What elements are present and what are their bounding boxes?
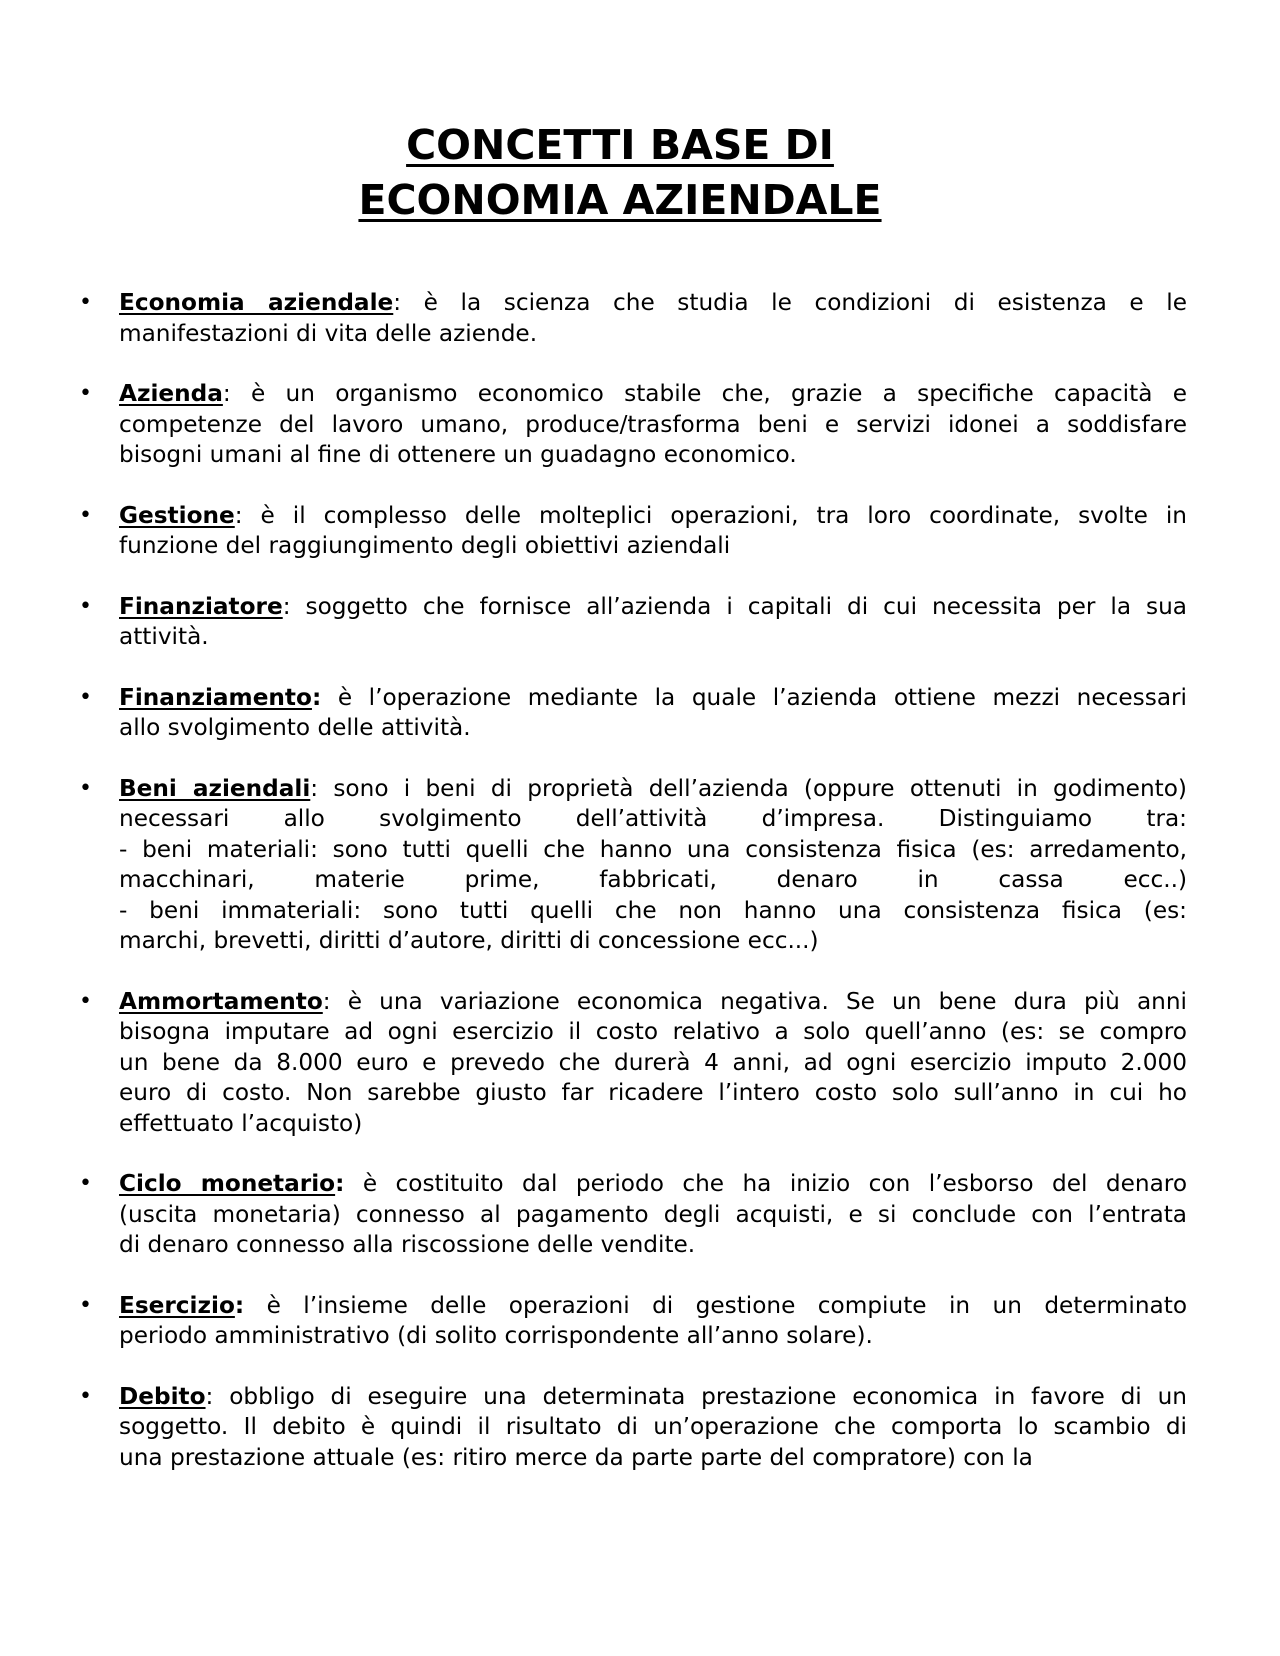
definition-term: Beni aziendali — [119, 774, 311, 802]
term-separator: : — [310, 774, 319, 802]
definition-text: è costituito dal periodo che ha inizio con l’esborso del denaro — [344, 1170, 1188, 1197]
definition-line — [119, 1169, 1187, 1200]
definition-line — [119, 835, 1187, 866]
definition-text: manifestazioni di vita delle aziende. — [119, 319, 538, 347]
definition-text: è l’operazione mediante la quale l’azienda ottiene mezzi necessari — [321, 683, 1187, 711]
definition-term: Ammortamento — [119, 987, 323, 1015]
definition-item — [79, 683, 1187, 744]
definition-line — [119, 379, 1187, 410]
definition-item — [79, 288, 1188, 349]
definition-text: macchinari, materie prime, fabbricati, denaro in cassa ecc..) — [119, 866, 1187, 893]
definition-text: bisogna imputare ad ogni esercizio il costo relativo a solo quell’anno (es: se compro — [119, 1018, 1187, 1045]
definition-line — [119, 1443, 1187, 1474]
definition-text: obbligo di eseguire una determinata prestazione economica in favore di un — [213, 1382, 1187, 1410]
definition-line — [119, 1017, 1187, 1048]
definition-item — [79, 592, 1187, 653]
bullet-icon: • — [79, 381, 92, 406]
definition-term: Esercizio — [119, 1291, 235, 1319]
definition-line — [119, 896, 1187, 927]
definition-text: un bene da 8.000 euro e prevedo che durerà 4 anni, ad ogni esercizio imputo 2.000 — [119, 1048, 1187, 1076]
definition-line — [119, 1412, 1187, 1443]
definition-line — [119, 683, 1187, 714]
definition-item — [79, 774, 1187, 957]
definition-line — [119, 531, 1187, 562]
definition-text: marchi, brevetti, diritti d’autore, diritti di concessione ecc...) — [119, 927, 819, 954]
bullet-icon: • — [79, 290, 92, 315]
definition-item — [79, 501, 1187, 562]
definition-line — [119, 501, 1187, 532]
definition-line — [119, 1230, 1187, 1261]
definition-term: Economia aziendale — [119, 289, 394, 316]
definition-line — [119, 319, 1187, 350]
term-separator: : — [282, 592, 291, 620]
definition-line — [119, 410, 1187, 441]
definition-term: Finanziatore — [119, 592, 283, 620]
definition-line — [119, 1109, 1187, 1140]
term-separator: : — [335, 1170, 345, 1197]
definition-line — [119, 987, 1187, 1018]
definition-text: è una variazione economica negativa. Se un bene dura più anni — [330, 987, 1187, 1015]
definition-line — [119, 1382, 1187, 1413]
page-title — [0, 118, 1240, 228]
bullet-icon: • — [79, 502, 92, 528]
definition-line — [119, 713, 1187, 744]
definition-text: bisogni umani al fine di ottenere un guadagno economico. — [119, 441, 797, 468]
definition-text: attività. — [119, 623, 209, 650]
definition-line — [119, 1078, 1187, 1109]
definition-text: competenze del lavoro umano, produce/trasforma beni e servizi idonei a soddisfare — [119, 410, 1187, 438]
definition-line — [119, 1048, 1187, 1079]
bullet-icon: • — [79, 988, 92, 1014]
definition-text: - beni materiali: sono tutti quelli che hanno una consistenza fisica (es: arredamento, — [119, 835, 1187, 863]
term-separator: : — [322, 987, 331, 1015]
bullet-icon: • — [79, 684, 92, 710]
definition-item — [79, 1169, 1188, 1261]
definition-line — [119, 622, 1187, 653]
term-separator: : — [234, 1291, 245, 1319]
title-line-1: CONCETTI BASE DI — [406, 121, 834, 169]
definition-text: (uscita monetaria) connesso al pagamento degli acquisti, e si conclude con l’entrata — [119, 1200, 1187, 1228]
title-line-2: ECONOMIA AZIENDALE — [358, 176, 882, 224]
definition-text: sono i beni di proprietà dell’azienda (oppure ottenuti in godimento) — [318, 774, 1187, 802]
definition-item — [79, 379, 1187, 471]
definition-line — [119, 1291, 1187, 1322]
definitions-list — [79, 288, 1188, 1503]
definition-text: è la scienza che studia le condizioni di esistenza e le — [401, 289, 1188, 316]
definition-item — [79, 1291, 1187, 1352]
term-separator: : — [222, 380, 231, 407]
bullet-icon: • — [79, 593, 92, 619]
definition-text: effettuato l’acquisto) — [119, 1109, 363, 1137]
definition-text: è il complesso delle molteplici operazioni, tra loro coordinate, svolte in — [242, 501, 1187, 529]
definition-line — [119, 774, 1187, 805]
definition-line — [119, 804, 1187, 835]
definition-text: necessari allo svolgimento dell’attività d’impresa. Distinguiamo tra: — [119, 805, 1187, 832]
definition-line — [119, 926, 1187, 957]
definition-line — [119, 440, 1187, 471]
term-separator: : — [205, 1382, 214, 1410]
definition-text: - beni immateriali: sono tutti quelli che non hanno una consistenza fisica (es: — [119, 896, 1187, 924]
definition-term: Ciclo monetario — [119, 1170, 336, 1197]
definition-term: Debito — [119, 1382, 206, 1410]
definition-term: Finanziamento — [119, 683, 312, 711]
term-separator: : — [311, 683, 322, 711]
definition-line — [119, 1200, 1187, 1231]
bullet-icon: • — [79, 1292, 92, 1318]
definition-text: allo svolgimento delle attività. — [119, 714, 471, 741]
definition-text: di denaro connesso alla riscossione delle vendite. — [119, 1231, 696, 1258]
term-separator: : — [393, 289, 402, 316]
definition-line — [119, 592, 1187, 623]
definition-text: soggetto. Il debito è quindi il risultato di un’operazione che comporta lo scambio di — [119, 1413, 1187, 1440]
definition-line — [119, 1321, 1187, 1352]
definition-item — [79, 1382, 1187, 1474]
bullet-icon: • — [79, 1383, 92, 1409]
definition-text: funzione del raggiungimento degli obiettivi aziendali — [119, 532, 731, 559]
definition-text: euro di costo. Non sarebbe giusto far ricadere l’intero costo solo sull’anno in cui ho — [119, 1079, 1187, 1106]
definition-text: è l’insieme delle operazioni di gestione compiute in un determinato — [244, 1291, 1187, 1319]
definition-text: periodo amministrativo (di solito corrispondente all’anno solare). — [119, 1322, 873, 1349]
definition-text: soggetto che fornisce all’azienda i capitali di cui necessita per la sua — [290, 592, 1187, 620]
definition-term: Gestione — [119, 501, 235, 529]
definition-text: è un organismo economico stabile che, grazie a specifiche capacità e — [230, 380, 1187, 407]
definition-line — [119, 288, 1187, 319]
definition-text: una prestazione attuale (es: ritiro merce da parte parte del compratore) con la — [119, 1443, 1033, 1471]
definition-item — [79, 987, 1187, 1140]
term-separator: : — [234, 501, 243, 529]
definition-line — [119, 865, 1187, 896]
definition-term: Azienda — [119, 380, 223, 407]
bullet-icon: • — [79, 775, 92, 801]
bullet-icon: • — [79, 1171, 92, 1196]
